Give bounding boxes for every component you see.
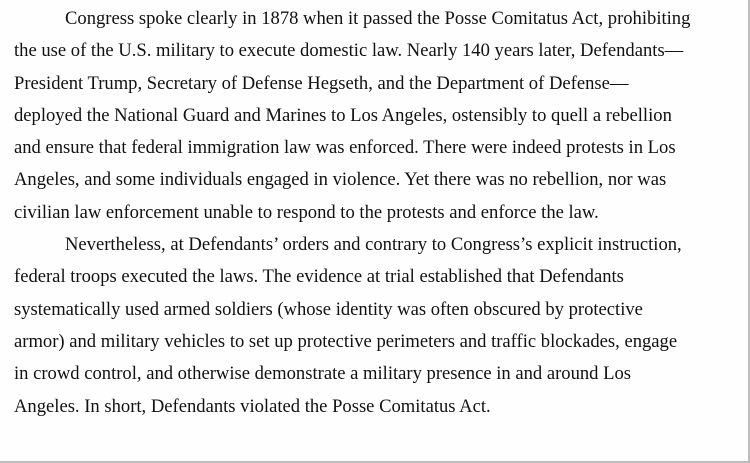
text-line: armor) and military vehicles to set up protective perimeters and traffic blockades, engage (14, 330, 678, 352)
text-line: Angeles. In short, Defendants violated the Posse Comitatus Act. (14, 395, 491, 417)
paragraph-1 (14, 3, 750, 229)
text-line: civilian law enforcement unable to respond to the protests and enforce the law. (14, 201, 599, 223)
text-line: Nevertheless, at Defendants’ orders and contrary to Congress’s explicit instruction, (65, 234, 682, 256)
text-line: systematically used armed soldiers (whose identity was often obscured by protective (14, 298, 643, 320)
text-line: Angeles, and some individuals engaged in violence. Yet there was no rebellion, nor was (14, 169, 667, 191)
text-line: President Trump, Secretary of Defense Hegseth, and the Department of Defense— (14, 72, 629, 94)
text-line: Congress spoke clearly in 1878 when it passed the Posse Comitatus Act, prohibiting (65, 8, 691, 29)
text-line: in crowd control, and otherwise demonstrate a military presence in and around Los (14, 363, 632, 385)
text-line: and ensure that federal immigration law was enforced. There were indeed protests in Los (14, 137, 676, 159)
text-line: deployed the National Guard and Marines to Los Angeles, ostensibly to quell a rebellion (14, 104, 672, 126)
text-line: federal troops executed the laws. The evidence at trial established that Defendants (14, 266, 624, 288)
text-line: the use of the U.S. military to execute domestic law. Nearly 140 years later, Defendants— (14, 40, 684, 62)
paragraph-2 (14, 229, 750, 423)
document-body (14, 3, 750, 423)
